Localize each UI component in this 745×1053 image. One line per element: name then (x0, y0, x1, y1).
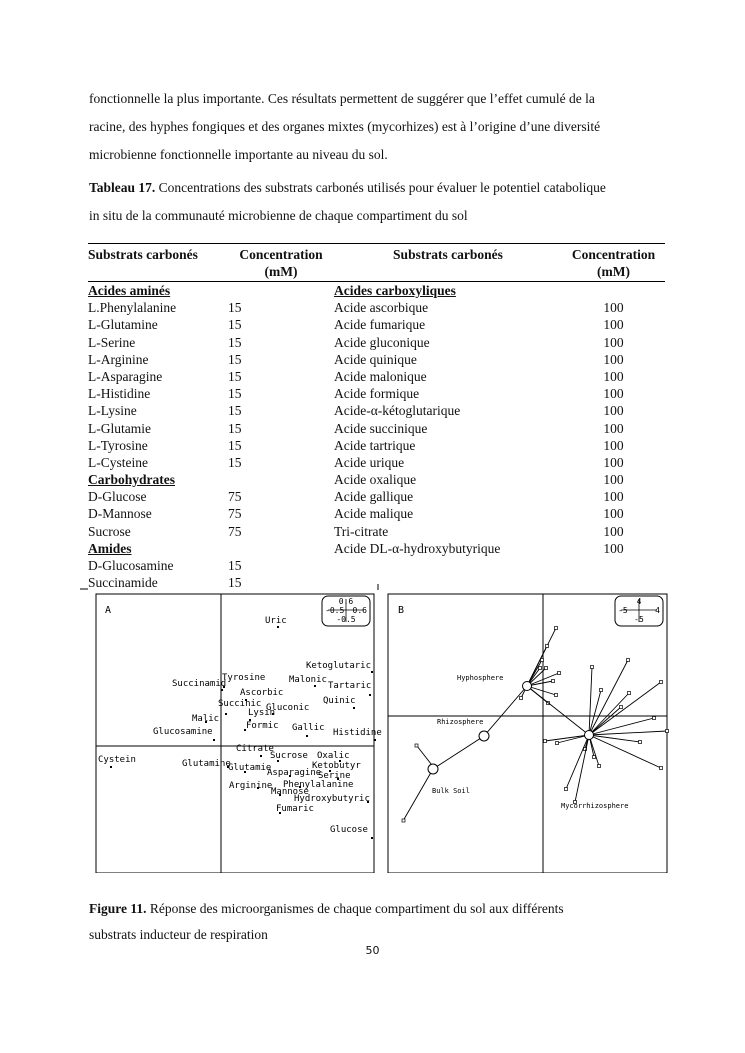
substrate-name-left: Amides (88, 540, 132, 556)
panel-a-point-label: Mannose (271, 787, 309, 797)
panel-a-point (314, 685, 316, 687)
concentration-left: 75 (228, 506, 242, 522)
table-row (88, 505, 665, 522)
substrate-name-right: Acide quinique (334, 351, 417, 367)
concentration-right: 100 (603, 317, 624, 333)
panel-a-scale-bottom: -0.5 (336, 615, 356, 624)
table-row (88, 299, 665, 316)
panel-b-vector-tip (653, 717, 656, 720)
concentration-right (562, 557, 665, 574)
panel-a-scale-top: 0.6 (338, 597, 354, 606)
panel-a-point (221, 689, 223, 691)
header-conc-left-label: Concentration (239, 247, 323, 262)
concentration-left: 15 (228, 317, 242, 333)
panel-b-vector-tip (593, 756, 596, 759)
concentration-right: 100 (603, 420, 624, 436)
panel-a-point (369, 694, 371, 696)
concentration-right: 100 (603, 437, 624, 453)
panel-a-point-label: Arginine (229, 781, 273, 791)
concentration-left: 15 (228, 386, 242, 402)
concentration-left: 15 (228, 454, 242, 470)
substrates-table (88, 243, 665, 591)
substrate-name-right: Acide fumarique (334, 317, 426, 333)
panel-b-vector (589, 660, 628, 735)
concentration-right: 100 (603, 523, 624, 539)
table-header-row (88, 244, 665, 282)
panel-a-point (374, 739, 376, 741)
panel-a-point (277, 626, 279, 628)
table-caption-line-2: in situ de la communauté microbienne de chaque compartiment du sol (89, 208, 468, 223)
panel-b-label-mycorrhizosphere: Mycorrhizosphere (561, 802, 629, 810)
panel-a-point-label: Succinic (218, 699, 262, 709)
panel-b-vector-tip (565, 788, 568, 791)
substrate-name-right: Acide formique (334, 386, 420, 402)
panel-a-label: A (105, 605, 112, 616)
panel-a-point-label: Asparagine (267, 768, 322, 778)
panel-a-point-label: Tyrosine (222, 673, 266, 683)
concentration-left: 15 (228, 351, 242, 367)
panel-a-point (213, 739, 215, 741)
panel-a-point-label: Glutamie (228, 763, 272, 773)
substrate-name-right: Acide gluconique (334, 334, 430, 350)
panel-b-centroid (523, 682, 532, 691)
panel-b-vector-tip (539, 667, 542, 670)
table-row (88, 523, 665, 540)
concentration-right: 100 (603, 472, 624, 488)
concentration-right: 100 (603, 454, 624, 470)
panel-b-scale-right: 4 (655, 606, 660, 615)
panel-b-scale-top: 4 (636, 597, 642, 606)
panel-a-point-label: Histidine (333, 728, 382, 738)
concentration-right (562, 282, 665, 300)
substrate-name-right: Acide succinique (334, 420, 428, 436)
panel-b-label-rhizosphere: Rhizosphere (437, 718, 484, 726)
substrate-name-left: Acides aminés (88, 283, 171, 298)
table-row (88, 316, 665, 333)
panel-b-label: B (398, 605, 405, 616)
panel-b-vector-tip (598, 765, 601, 768)
substrate-name-left: D-Mannose (88, 506, 152, 522)
substrate-name-left: L-Arginine (88, 351, 149, 367)
table-caption-text: Concentrations des substrats carbonés utilisés pour évaluer le potentiel catabolique (155, 180, 606, 195)
panel-a-point-label: Serine (318, 771, 351, 781)
panel-b-vector-tip (627, 659, 630, 662)
substrate-name-left: L-Cysteine (88, 454, 148, 470)
panel-b-centroid (585, 731, 594, 740)
header-concentration-left (228, 244, 334, 282)
concentration-left: 75 (228, 523, 242, 539)
panel-b-label-bulk-soil: Bulk Soil (432, 787, 470, 795)
concentration-right: 100 (603, 540, 624, 556)
panel-a-point-label: Malonic (289, 675, 327, 685)
table-row (88, 420, 665, 437)
substrate-name-right: Acide malique (334, 506, 414, 522)
substrate-name-left: D-Glucosamine (88, 558, 174, 573)
header-conc-left-unit: (mM) (264, 264, 298, 279)
panel-a-point (371, 837, 373, 839)
concentration-right: 100 (603, 368, 624, 384)
table-row (88, 368, 665, 385)
concentration-right: 100 (603, 300, 624, 316)
concentration-left (228, 282, 334, 300)
panel-b-label-hyphosphere: Hyphosphere (457, 674, 504, 682)
concentration-left: 75 (228, 489, 242, 505)
substrate-name-left: Sucrose (88, 523, 131, 539)
intro-line-3: microbienne fonctionnelle importante au niveau du sol. (89, 147, 388, 162)
panel-b-vector-tip (660, 767, 663, 770)
concentration-right: 100 (603, 386, 624, 402)
panel-b-vector-tip (556, 742, 559, 745)
concentration-right: 100 (603, 403, 624, 419)
panel-a-point-label: Lysin (248, 708, 276, 718)
concentration-left: 15 (228, 403, 242, 419)
figure-caption-line-1 (89, 895, 673, 923)
substrate-name-right: Acide DL-α-hydroxybutyrique (334, 540, 501, 556)
intro-line-1: fonctionnelle la plus importante. Ces résultats permettent de suggérer que l’effet cumulé de la (89, 91, 595, 106)
panel-b-vector-tip (552, 680, 555, 683)
panel-a-point-label: Fumaric (276, 804, 314, 814)
substrate-name-left: L-Histidine (88, 386, 151, 402)
substrate-name-left: L-Asparagine (88, 368, 163, 384)
panel-b-vector-tip (660, 681, 663, 684)
substrate-name-left: L-Glutamine (88, 317, 158, 333)
panel-a-point (110, 766, 112, 768)
panel-a-scale-left: -0.5 (325, 606, 345, 615)
table-row (88, 282, 665, 300)
panel-b-vector-tip (555, 694, 558, 697)
figure-caption-label: Figure 11. (89, 901, 147, 916)
concentration-left: 15 (228, 334, 242, 350)
substrate-name-left: D-Glucose (88, 489, 147, 505)
panel-a-point-label: Gallic (292, 723, 325, 733)
header-conc-right-label: Concentration (571, 247, 656, 262)
substrate-name-left: Succinamide (88, 575, 158, 591)
panel-a-point-label: Cystein (98, 755, 136, 765)
substrate-name-left: L-Serine (88, 334, 136, 350)
panel-a-point-label: Tartaric (328, 681, 372, 691)
panel-b-centroid (479, 731, 489, 741)
panel-b-vector-tip (402, 819, 405, 822)
substrate-name-right: Acide gallique (334, 489, 414, 505)
concentration-left: 15 (228, 575, 242, 591)
panel-a-point-label: Oxalic (317, 751, 350, 761)
substrate-name-right: Acide urique (334, 454, 405, 470)
panel-b-vector (566, 735, 589, 789)
panel-a-point (371, 671, 373, 673)
concentration-left: 15 (228, 437, 242, 453)
substrate-name-right: Acides carboxyliques (334, 283, 456, 298)
substrate-name-right: Acide malonique (334, 368, 427, 384)
header-substrates-right: Substrats carbonés (334, 244, 562, 282)
panel-a-point-label: Glucose (330, 825, 368, 835)
panel-a-point-label: Citrate (236, 744, 274, 754)
panel-a-point-label: Quinic (323, 696, 356, 706)
figure-caption-line-2: substrats inducteur de respiration (89, 927, 268, 942)
concentration-left: 15 (228, 558, 242, 573)
panel-a-point-label: Uric (265, 616, 287, 626)
concentration-left: 15 (228, 300, 242, 316)
panel-b-vector-tip (620, 706, 623, 709)
substrate-name-left: L.Phenylalanine (88, 300, 177, 316)
panel-a-point-label: Ketoglutaric (306, 661, 372, 671)
panel-a-point-label: Gluconic (266, 703, 310, 713)
concentration-right: 100 (603, 334, 624, 350)
concentration-right: 100 (603, 489, 624, 505)
panel-b-centroid (428, 764, 438, 774)
panel-b-vector-tip (628, 692, 631, 695)
substrate-name-left: L-Tyrosine (88, 437, 148, 453)
table-row (88, 471, 665, 488)
panel-a-point-label: Malic (192, 714, 220, 724)
panel-b-vector-tip (545, 667, 548, 670)
header-concentration-right (562, 244, 665, 282)
panel-a-point-label: Formic (246, 721, 279, 731)
panel-a-point-label: Sucrose (270, 751, 308, 761)
concentration-right: 100 (603, 351, 624, 367)
substrate-name-right: Acide-α-kétoglutarique (334, 403, 461, 419)
substrate-name-left: Carbohydrates (88, 472, 175, 488)
table-row (88, 334, 665, 351)
panel-a-point-label: Succinamid (172, 679, 227, 689)
table-row (88, 351, 665, 368)
substrate-name-right: Acide tartrique (334, 437, 416, 453)
substrate-name-right: Acide oxalique (334, 472, 417, 488)
intro-line-2: racine, des hyphes fongiques et des organes mixtes (mycorhizes) est à l’origine d’une diversité (89, 119, 601, 134)
figure-caption-text: Réponse des microorganismes de chaque compartiment du sol aux différents (146, 901, 564, 916)
panel-b-scale-left: -5 (618, 606, 628, 615)
panel-b-vector-tip (415, 744, 418, 747)
panel-a-point-label: Glucosamine (153, 727, 213, 737)
table-row (88, 540, 665, 557)
substrate-name-left: L-Lysine (88, 403, 137, 419)
substrate-name-right: Acide ascorbique (334, 300, 429, 316)
panel-a-point (260, 755, 262, 757)
table-row (88, 454, 665, 471)
substrate-name-right (334, 557, 562, 574)
concentration-right: 100 (603, 506, 624, 522)
header-conc-right-unit: (mM) (597, 264, 630, 279)
table-row (88, 557, 665, 574)
panel-a-point (353, 707, 355, 709)
panel-b-vector-tip (544, 740, 547, 743)
concentration-left (228, 471, 334, 488)
panel-a-point-label: Ketobutyr (312, 761, 361, 771)
panel-a-point (306, 735, 308, 737)
table-row (88, 437, 665, 454)
table-caption-label: Tableau 17. (89, 180, 156, 195)
table-row (88, 385, 665, 402)
panel-b-vector (575, 735, 589, 802)
figure-11 (0, 583, 745, 873)
substrate-name-left: L-Glutamie (88, 420, 151, 436)
panel-b-vector-tip (558, 672, 561, 675)
panel-b-vector-tip (541, 659, 544, 662)
panel-a-point-label: Phenylalanine (283, 780, 354, 790)
header-substrates-left: Substrats carbonés (88, 244, 228, 282)
panel-a-point-label: Hydroxybutyric (294, 794, 370, 804)
table-caption-line-1 (89, 174, 673, 202)
concentration-left: 15 (228, 368, 242, 384)
panel-a-point-label: Ascorbic (240, 688, 284, 698)
panel-b-vector-tip (600, 689, 603, 692)
panel-b-vector-tip (546, 645, 549, 648)
concentration-left: 15 (228, 420, 242, 436)
panel-b-vector-tip (666, 730, 669, 733)
table-row (88, 488, 665, 505)
panel-a-point (225, 713, 227, 715)
panel-b-vector-tip (591, 666, 594, 669)
panel-a-scale-right: 0.6 (352, 606, 367, 615)
concentration-left (228, 540, 334, 557)
panel-b-vector-tip (639, 741, 642, 744)
panel-b-vector-tip (555, 627, 558, 630)
panel-b-trajectory (403, 686, 589, 821)
substrate-name-right: Tri-citrate (334, 523, 389, 539)
page-number: 50 (365, 944, 380, 957)
panel-b-scale-bottom: -5 (634, 615, 644, 624)
panel-a-point-label: Glutamine (182, 759, 231, 769)
table-row (88, 402, 665, 419)
table-body (88, 282, 665, 592)
panel-b-vector-tip (520, 697, 523, 700)
